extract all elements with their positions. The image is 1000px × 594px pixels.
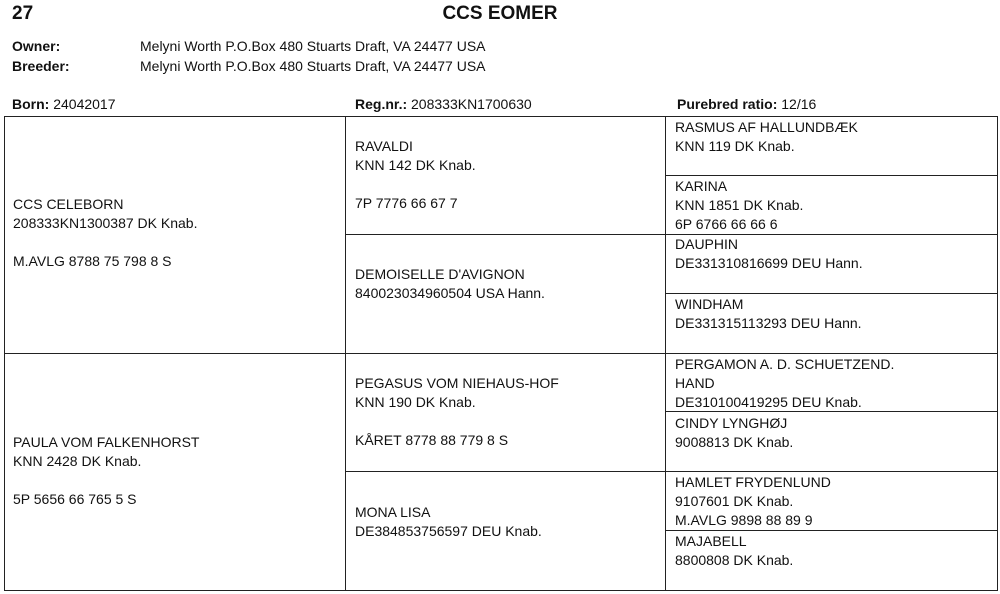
ggp-7-reg: 9107601 DK Knab. — [675, 493, 794, 509]
ggp-3-cell — [675, 235, 863, 273]
ggp-7-cell — [675, 473, 831, 530]
dam-dam-cell — [355, 503, 542, 541]
catalog-number: 27 — [12, 3, 34, 24]
ggp-8-cell — [675, 532, 793, 570]
sire-dam-cell — [355, 265, 545, 303]
sire-reg: 208333KN1300387 DK Knab. — [13, 215, 198, 231]
ggp-4-name: WINDHAM — [675, 296, 744, 312]
breeder-label: Breeder: — [12, 58, 70, 74]
reg-field — [355, 96, 532, 112]
ggp-5-cell — [675, 355, 894, 412]
sire-dam-name: DEMOISELLE D'AVIGNON — [355, 266, 525, 282]
sire-sire-score: 7P 7776 66 67 7 — [355, 195, 458, 211]
ggp-5-name-line2: HAND — [675, 375, 715, 391]
dam-score: 5P 5656 66 765 5 S — [13, 491, 137, 507]
ggp-7-score: M.AVLG 9898 88 89 9 — [675, 512, 813, 528]
ggp-7-name: HAMLET FRYDENLUND — [675, 474, 831, 490]
ggp-4-reg: DE331315113293 DEU Hann. — [675, 315, 862, 331]
sire-dam-reg: 840023034960504 USA Hann. — [355, 285, 545, 301]
dam-reg: KNN 2428 DK Knab. — [13, 453, 142, 469]
born-field — [12, 96, 116, 112]
ggp-3-name: DAUPHIN — [675, 236, 739, 252]
sire-cell — [13, 195, 197, 271]
owner-value: Melyni Worth P.O.Box 480 Stuarts Draft, VA 24477 USA — [140, 38, 486, 54]
ggp-5-name-line1: PERGAMON A. D. SCHUETZEND. — [675, 356, 895, 372]
dam-sire-reg: KNN 190 DK Knab. — [355, 394, 476, 410]
dam-sire-cell — [355, 374, 559, 450]
dam-cell — [13, 433, 199, 509]
purebred-field — [677, 96, 816, 112]
ggp-2-score: 6P 6766 66 66 6 — [675, 216, 778, 232]
divider-parents — [5, 353, 997, 354]
sire-name: CCS CELEBORN — [13, 196, 124, 212]
ggp-6-cell — [675, 414, 793, 452]
sire-sire-reg: KNN 142 DK Knab. — [355, 157, 476, 173]
ggp-1-reg: KNN 119 DK Knab. — [675, 138, 795, 154]
born-value: 24042017 — [53, 96, 116, 112]
purebred-label: Purebred ratio: — [677, 96, 778, 112]
ggp-6-name: CINDY LYNGHØJ — [675, 415, 788, 431]
divider-ggp-7 — [665, 530, 997, 531]
born-label: Born: — [12, 96, 50, 112]
ggp-8-reg: 8800808 DK Knab. — [675, 552, 794, 568]
ggp-6-reg: 9008813 DK Knab. — [675, 434, 794, 450]
divider-ggp-3 — [665, 293, 997, 294]
ggp-5-reg: DE310100419295 DEU Knab. — [675, 394, 862, 410]
ggp-1-cell — [675, 118, 858, 156]
reg-value: 208333KN1700630 — [411, 96, 532, 112]
sire-sire-name: RAVALDI — [355, 138, 413, 154]
ggp-8-name: MAJABELL — [675, 533, 747, 549]
ggp-2-reg: KNN 1851 DK Knab. — [675, 197, 804, 213]
ggp-4-cell — [675, 295, 862, 333]
ggp-2-cell — [675, 177, 803, 234]
ggp-3-reg: DE331310816699 DEU Hann. — [675, 255, 863, 271]
divider-ggp-1 — [665, 175, 997, 176]
ggp-1-name: RASMUS AF HALLUNDBÆK — [675, 119, 858, 135]
sire-score: M.AVLG 8788 75 798 8 S — [13, 253, 172, 269]
dam-name: PAULA VOM FALKENHORST — [13, 434, 200, 450]
purebred-value: 12/16 — [781, 96, 817, 112]
dam-sire-name: PEGASUS VOM NIEHAUS-HOF — [355, 375, 559, 391]
divider-dam-gp — [345, 471, 997, 472]
pedigree-table — [4, 116, 998, 591]
divider-sire-gp — [345, 234, 997, 235]
breeder-value: Melyni Worth P.O.Box 480 Stuarts Draft, VA 24477 USA — [140, 58, 486, 74]
owner-label: Owner: — [12, 38, 61, 54]
dam-sire-score: KÅRET 8778 88 779 8 S — [355, 432, 509, 448]
dam-dam-name: MONA LISA — [355, 504, 431, 520]
reg-label: Reg.nr.: — [355, 96, 408, 112]
sire-sire-cell — [355, 137, 476, 213]
dam-dam-reg: DE384853756597 DEU Knab. — [355, 523, 542, 539]
horse-name-title: CCS EOMER — [442, 3, 558, 24]
ggp-2-name: KARINA — [675, 178, 728, 194]
